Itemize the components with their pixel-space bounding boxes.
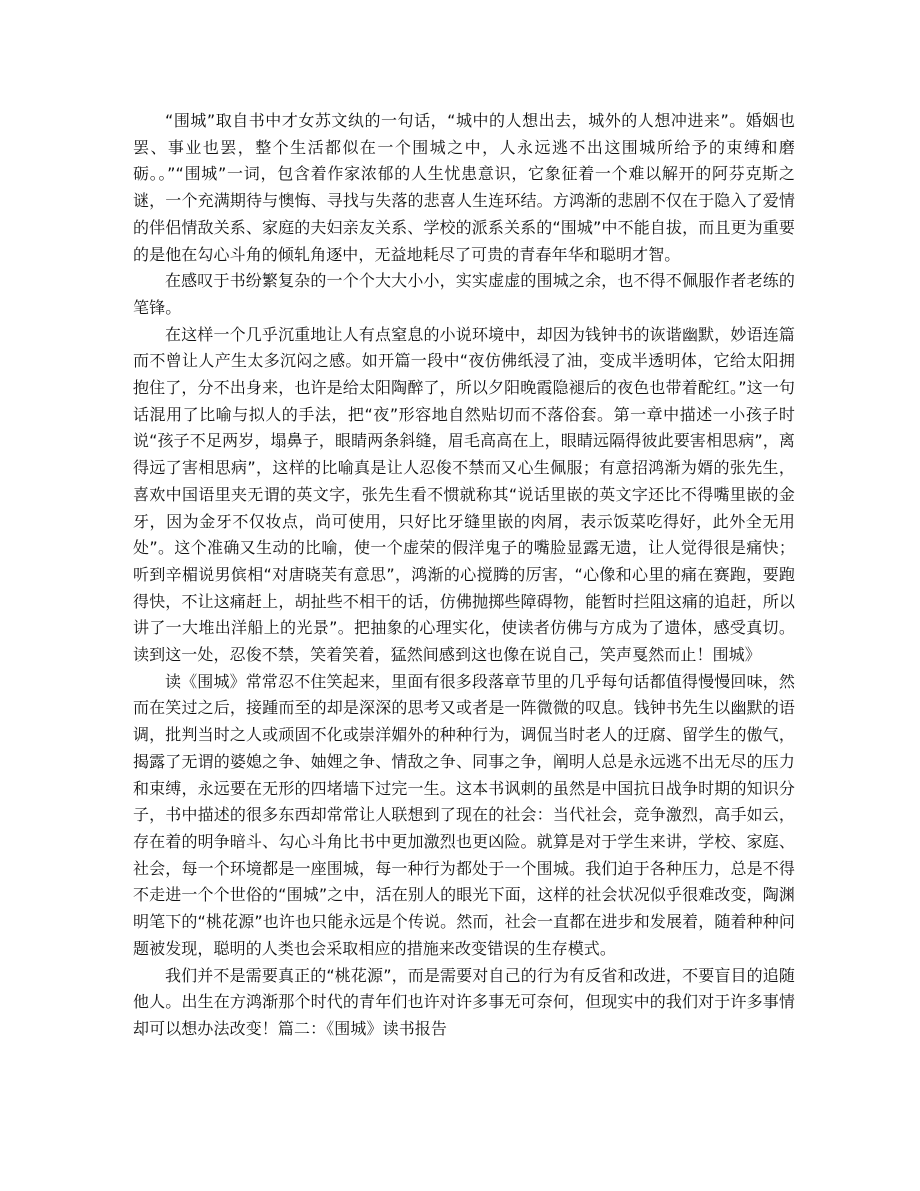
paragraph-1: “围城”取自书中才女苏文纨的一句话，“城中的人想出去，城外的人想冲进来”。婚姻也罢、事业也罢，整个生活都似在一个围城之中，人永远逃不出这围城所给予的束缚和磨砺。。”“围城”一词，包含着作家浓郁的人生忧患意识，它象征着一个难以解开的阿芬克斯之谜，一个充满期待与懊悔、寻找与失落的悲喜人生连环结。方鸿渐的悲剧不仅在于隐入了爱情的伴侣情敌关系、家庭的夫妇亲友关系、学校的派系关系的“围城”中不能自拔，而且更为重要的是他在勾心斗角的倾轧角逐中，无益地耗尽了可贵的青春年华和聪明才智。 — [133, 111, 795, 264]
paragraph-5: 我们并不是需要真正的“桃花源”，而是需要对自己的行为有反省和改进，不要盲目的追随他人。出生在方鸿渐那个时代的青年们也许对许多事无可奈何，但现实中的我们对于许多事情却可以想办法改变！篇二：《围城》读书报告 — [133, 965, 795, 1038]
paragraph-3: 在这样一个几乎沉重地让人有点窒息的小说环境中，却因为钱钟书的诙谐幽默，妙语连篇而不曾让人产生太多沉闷之感。如开篇一段中“夜仿佛纸浸了油，变成半透明体，它给太阳拥抱住了，分不出身来，也许是给太阳陶醉了，所以夕阳晚霞隐褪后的夜色也带着酡红。”这一句话混用了比喻与拟人的手法，把“夜”形容地自然贴切而不落俗套。第一章中描述一小孩子时说“孩子不足两岁，塌鼻子，眼睛两条斜缝，眉毛高高在上，眼睛远隔得彼此要害相思病”，离得远了害相思病”，这样的比喻真是让人忍俊不禁而又心生佩服；有意招鸿渐为婿的张先生，喜欢中国语里夹无谓的英文字，张先生看不惯就称其“说话里嵌的英文字还比不得嘴里嵌的金牙，因为金牙不仅妆点，尚可使用，只好比牙缝里嵌的肉屑，表示饭菜吃得好，此外全无用处”。这个准确又生动的比喻，使一个虚荣的假洋鬼子的嘴脸显露无遗，让人觉得很是痛快；听到辛楣说男傧相“对唐晓芙有意思”，鸿渐的心搅腾的厉害，“心像和心里的痛在赛跑，要跑得快，不让这痛赶上，胡扯些不相干的话，仿佛抛掷些障碍物，能暂时拦阻这痛的追赶，所以讲了一大堆出洋船上的光景”。把抽象的心理实化，使读者仿佛与方成为了遗体，感受真切。读到这一处，忍俊不禁，笑着笑着，猛然间感到这也像在说自己，笑声戛然而止！围城》 — [133, 324, 795, 665]
document-body — [133, 108, 795, 1043]
paragraph-4: 读《围城》常常忍不住笑起来，里面有很多段落章节里的几乎每句话都值得慢慢回味，然而在笑过之后，接踵而至的却是深深的思考又或者是一阵微微的叹息。钱钟书先生以幽默的语调，批判当时之人或顽固不化或崇洋媚外的种种行为，调侃当时老人的迂腐、留学生的傲气，揭露了无谓的婆媳之争、妯娌之争、情敌之争、同事之争，阐明人总是永远逃不出无尽的压力和束缚，永远要在无形的四堵墙下过完一生。这本书讽刺的虽然是中国抗日战争时期的知识分子，书中描述的很多东西却常常让人联想到了现在的社会：当代社会，竞争激烈，高手如云，存在着的明争暗斗、勾心斗角比书中更加激烈也更凶险。就算是对于学生来讲，学校、家庭、社会，每一个环境都是一座围城，每一种行为都处于一个围城。我们迫于各种压力，总是不得不走进一个个世俗的“围城”之中，活在别人的眼光下面，这样的社会状况似乎很难改变，陶渊明笔下的“桃花源”也许也只能永远是个传说。然而，社会一直都在进步和发展着，随着种种问题被发现，聪明的人类也会采取相应的措施来改变错误的生存模式。 — [133, 671, 795, 958]
paragraph-2: 在感叹于书纷繁复杂的一个个大大小小，实实虚虚的围城之余，也不得不佩服作者老练的笔锋。 — [133, 271, 795, 317]
